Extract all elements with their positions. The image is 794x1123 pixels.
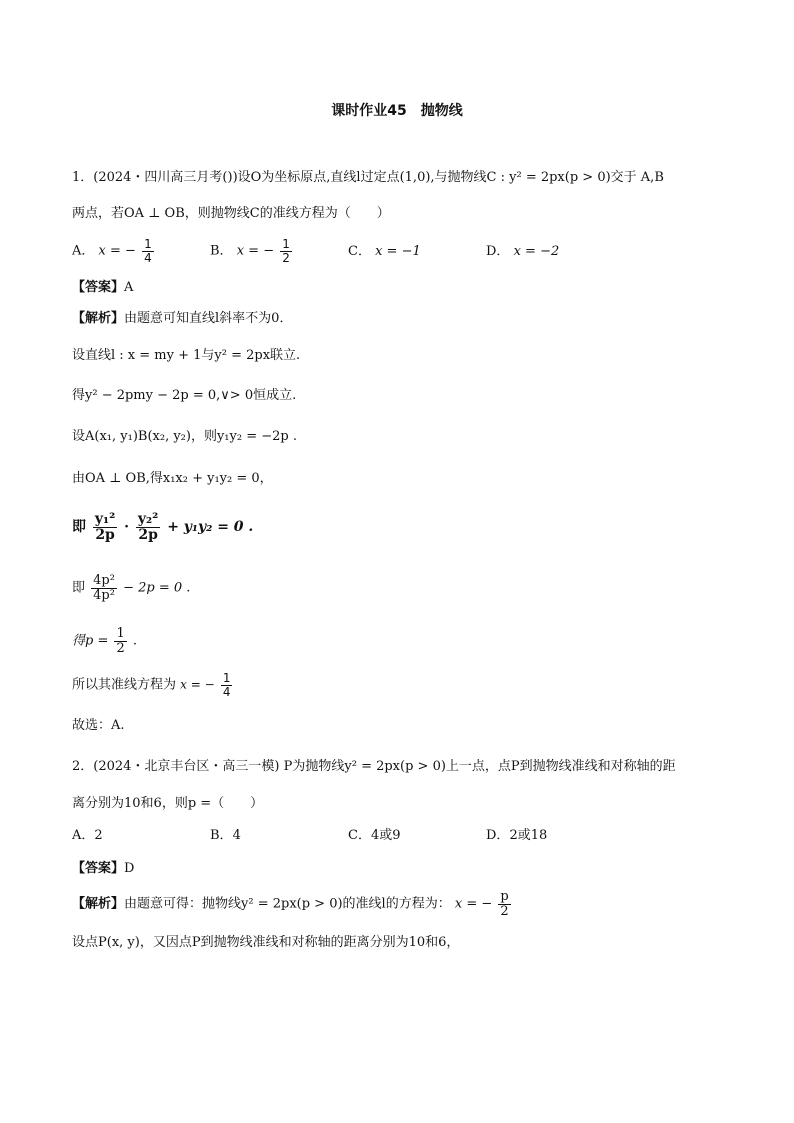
q1-stem-line1: 1．(2024・四川高三月考())设O为坐标原点,直线l过定点(1,0),与抛物线C : y² = 2px(p > 0)交于 A,B [72,170,664,185]
q2-step-1: 设点P(x, y)，又因点P到抛物线准线和对称轴的距离分别为10和6， [72,935,460,950]
q1-option-c[interactable]: C． x = −1 [348,244,421,259]
q1-option-a[interactable]: A． x = − $\frac{1}{4}$ [72,237,152,265]
q2-option-a[interactable]: A．2 [72,828,103,843]
q1-stem-line2: 两点，若OA ⊥ OB，则抛物线C的准线方程为（ ） [72,206,390,221]
page-title: 课时作业45 抛物线 [331,103,463,119]
q2-option-d[interactable]: D．2或18 [486,828,548,843]
q1-option-d[interactable]: D． x = −2 [486,244,560,259]
q2-stem-line2: 离分别为10和6，则p =（ ） [72,796,264,811]
q2-option-b[interactable]: B．4 [210,828,241,843]
q1-analysis: 【解析】由题意可知直线l斜率不为0． [72,311,293,326]
q1-answer: 【答案】A [72,280,134,295]
q1-step-6: 即 $\frac{\text{4p²}}{\text{4p²}}$ − 2p = 0 . [72,573,191,603]
q1-step-3: 设A(x₁, y₁)B(x₂, y₂)，则y₁y₂ = −2p . [72,429,297,444]
q2-analysis: 【解析】由题意可得：抛物线y² = 2px(p > 0)的准线l的方程为： x = − $\frac{p}{2}$ [72,889,509,919]
q1-step-1: 设直线l : x = my + 1与y² = 2px联立. [72,348,301,363]
q1-step-2: 得y² − 2pmy − 2p = 0,∨> 0恒成立. [72,388,297,403]
q1-step-4: 由OA ⊥ OB,得x₁x₂ + y₁y₂ = 0， [72,471,273,486]
q1-step-8: 所以其准线方程为 x = − $\frac{1}{4}$ [72,671,231,699]
q1-step-7: 得p = $\frac{1}{2}$ . [72,626,138,656]
q1-option-b[interactable]: B． x = − $\frac{1}{2}$ [210,237,290,265]
q2-stem-line1: 2．(2024・北京丰台区・高三一模) P为抛物线y² = 2px(p > 0)上一点，点P到抛物线准线和对称轴的距 [72,759,676,774]
q2-option-c[interactable]: C．4或9 [348,828,401,843]
q1-conclusion: 故选：A. [72,718,125,733]
q2-answer: 【答案】D [72,861,135,876]
q1-step-5: 即 $\frac{\text{y₁²}}{2p}$ · $\frac{\text{y₂²}}{2p}$ + y₁y₂ = 0 . [72,511,254,543]
